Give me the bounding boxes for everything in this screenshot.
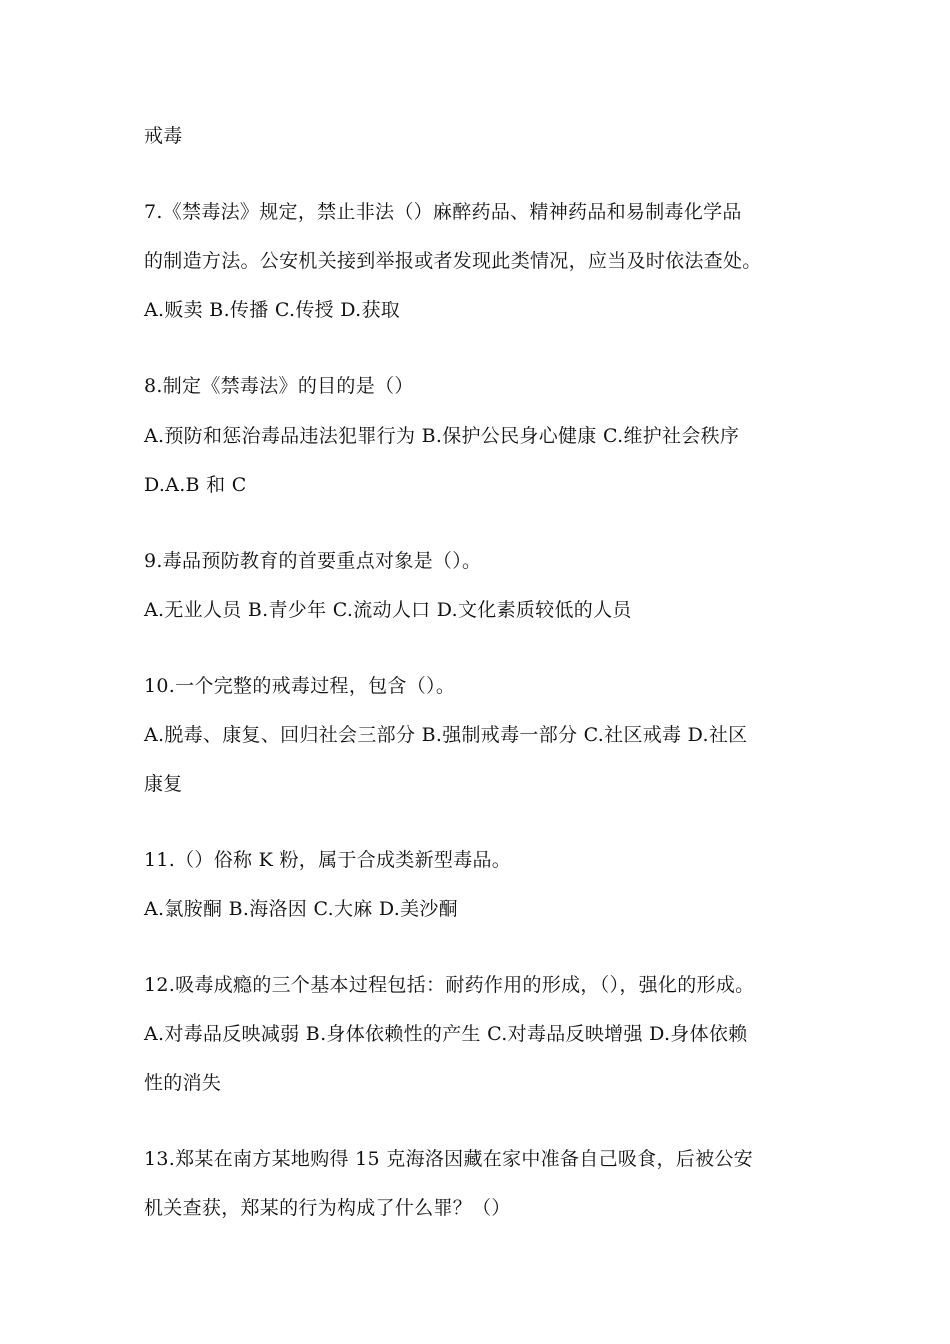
question-13-line-2: 机关查获，郑某的行为构成了什么罪？（）	[144, 1197, 511, 1219]
question-10-options-line-1: A.脱毒、康复、回归社会三部分 B.强制戒毒一部分 C.社区戒毒 D.社区	[144, 724, 748, 746]
question-13-line-1: 13.郑某在南方某地购得 15 克海洛因藏在家中准备自己吸食，后被公安	[144, 1148, 753, 1170]
question-8-options-line-1: A.预防和惩治毒品违法犯罪行为 B.保护公民身心健康 C.维护社会秩序	[144, 425, 740, 447]
question-12-options-line-1: A.对毒品反映减弱 B.身体依赖性的产生 C.对毒品反映增强 D.身体依赖	[144, 1023, 748, 1045]
question-7-line-2: 的制造方法。公安机关接到举报或者发现此类情况，应当及时依法查处。	[144, 250, 762, 272]
question-11-options: A.氯胺酮 B.海洛因 C.大麻 D.美沙酮	[144, 898, 458, 920]
question-10-options-line-2: 康复	[144, 773, 183, 795]
text-line-continuation: 戒毒	[144, 125, 183, 147]
question-8-options-line-2: D.A.B 和 C	[144, 474, 247, 496]
question-9-options: A.无业人员 B.青少年 C.流动人口 D.文化素质较低的人员	[144, 599, 632, 621]
question-10-text: 10.一个完整的戒毒过程，包含（）。	[144, 675, 456, 697]
question-9-text: 9.毒品预防教育的首要重点对象是（）。	[144, 550, 482, 572]
question-8-text: 8.制定《禁毒法》的目的是（）	[144, 375, 414, 397]
question-12-options-line-2: 性的消失	[144, 1072, 222, 1094]
question-7-line-1: 7.《禁毒法》规定，禁止非法（）麻醉药品、精神药品和易制毒化学品	[144, 201, 742, 223]
question-11-text: 11.（）俗称 K 粉，属于合成类新型毒品。	[144, 849, 512, 871]
question-7-options: A.贩卖 B.传播 C.传授 D.获取	[144, 299, 401, 321]
question-12-text: 12.吸毒成瘾的三个基本过程包括：耐药作用的形成，（），强化的形成。	[144, 974, 755, 996]
